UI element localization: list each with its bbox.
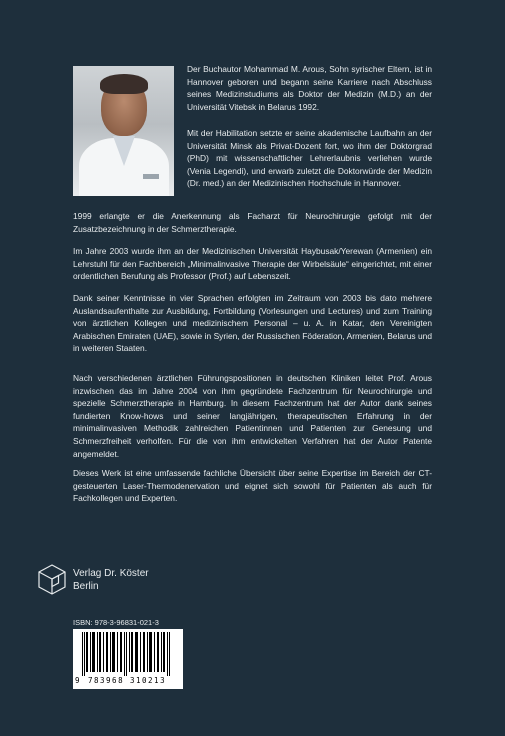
publisher-logo-icon [37, 563, 67, 603]
isbn-label: ISBN: 978-3-96831-021-3 [73, 618, 159, 627]
barcode-digit-lead: 9 [75, 676, 80, 685]
bio-paragraph-1: Der Buchautor Mohammad M. Arous, Sohn syrischer Eltern, ist in Hannover geboren und begann seine Karriere nach Abschluss seines Medizinstudiums als Doktor der Medizin (M.D.) an der Universität Vitebsk in Belarus 1992. [187, 64, 432, 112]
bio-paragraph-7: Dieses Werk ist eine umfassende fachliche Übersicht über seine Expertise im Bereich der CT-gesteuerten Laser-Thermodenervation und eignet sich sowohl für Patienten als auch für Fachkollegen und Experten. [73, 468, 432, 504]
photo-hair [100, 74, 148, 94]
publisher-name [73, 567, 149, 593]
bio-paragraph-2: Mit der Habilitation setzte er seine akademische Laufbahn an der Universität Minsk als Privat-Dozent fort, wo ihm der Doktorgrad (PhD) mit wissenschaftlicher Lehrerlaubnis verliehen wurde (Venia Legendi), und erwarb zuletzt die Doktorwürde der Medizin (Dr. med.) an der Medizinischen Hochschule in Hannover. [187, 128, 432, 189]
barcode-digits-left: 783968 [88, 676, 125, 685]
author-photo [73, 66, 174, 196]
photo-badge [143, 174, 159, 179]
barcode-bars-icon [73, 629, 183, 679]
barcode-digits-right: 310213 [130, 676, 167, 685]
bio-paragraph-4: Im Jahre 2003 wurde ihm an der Medizinischen Universität Haybusak/Yerewan (Armenien) ein Lehrstuhl für den Fachbereich „Minimalinvasive Therapie der Wirbelsäule“ eingerichtet, mit einer ordentlichen Berufung als Professor (Prof.) auf Lebenszeit. [73, 246, 432, 282]
bio-paragraph-3: 1999 erlangte er die Anerkennung als Facharzt für Neurochirurgie gefolgt mit der Zusatzbezeichnung in der Schmerztherapie. [73, 211, 432, 234]
barcode [73, 629, 183, 689]
publisher-line-2: Berlin [73, 581, 99, 592]
bio-paragraph-5: Dank seiner Kenntnisse in vier Sprachen erfolgten im Zeitraum von 2003 bis dato mehrere Auslandsaufenthalte zur Ausbildung, Fortbildung (Vorlesungen und Lectures) und zum Training von ärztlichen Kollegen und medizinischem Personal – u. A. in Katar, den Vereinigten Arabischen Emiraten (UAE), sowie in Syrien, der Russischen Föderation, Armenien, Belarus und in weiteren Staaten. [73, 293, 432, 354]
publisher-line-1: Verlag Dr. Köster [73, 568, 149, 579]
bio-paragraph-6: Nach verschiedenen ärztlichen Führungspositionen in deutschen Kliniken leitet Prof. Arous inzwischen das im Jahre 2004 von ihm gegründete Fachzentrum für Neurochirurgie und spezielle Schmerztherapie in Hamburg. In diesem Fachzentrum hat der Autor dank seines fundierten Know-hows und seiner langjährigen, therapeutischen Erfahrung in der minimalinvasiven Methodik zahlreichen Patientinnen und Patienten zur Genesung und Schmerzfreiheit verholfen. Für die von ihm entwickelten Verfahren hat der Autor Patente angemeldet. [73, 373, 432, 459]
